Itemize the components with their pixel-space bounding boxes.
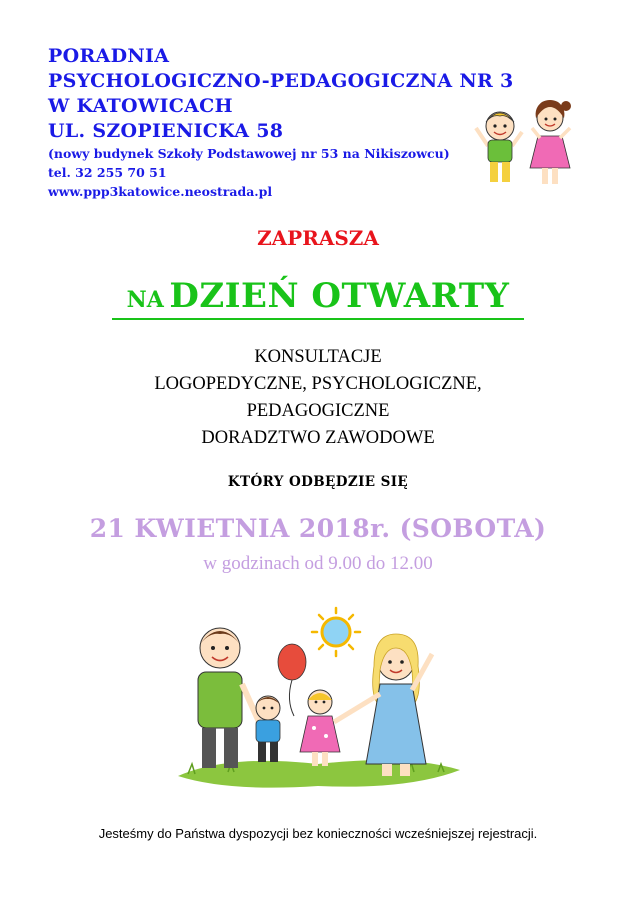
event-hours: w godzinach od 9.00 do 12.00 <box>203 553 433 574</box>
header-line-3: W KATOWICACH <box>48 95 233 117</box>
when-intro: KTÓRY ODBĘDZIE SIĘ <box>227 474 409 490</box>
footer-note: Jesteśmy do Państwa dyspozycji bez konieczności wcześniejszej rejestracji. <box>98 826 538 841</box>
kids-cartoon-icon <box>462 88 582 198</box>
services-line-2: LOGOPEDYCZNE, PSYCHOLOGICZNE, <box>154 374 482 394</box>
invite-heading: ZAPRASZA <box>257 226 379 250</box>
event-title-underline <box>112 318 524 320</box>
event-date: 21 KWIETNIA 2018r. (SOBOTA) <box>89 514 547 543</box>
services-line-1: KONSULTACJE <box>254 347 382 367</box>
event-title-prefix: NA <box>126 287 164 313</box>
header-phone: tel. 32 255 70 51 <box>48 165 167 180</box>
header-website: www.ppp3katowice.neostrada.pl <box>48 184 273 199</box>
header-note: (nowy budynek Szkoły Podstawowej nr 53 na Nikiszowcu) <box>48 146 450 161</box>
event-title <box>0 276 636 316</box>
header-line-1: PORADNIA <box>48 45 170 67</box>
event-title-main: DZIEŃ OTWARTY <box>169 276 510 316</box>
services-block <box>0 344 636 452</box>
services-line-4: DORADZTWO ZAWODOWE <box>201 428 435 448</box>
services-line-3: PEDAGOGICZNE <box>246 401 390 421</box>
header-line-2: PSYCHOLOGICZNO-PEDAGOGICZNA NR 3 <box>48 70 514 92</box>
family-cartoon-icon <box>168 604 468 794</box>
header-address: UL. SZOPIENICKA 58 <box>48 120 284 142</box>
